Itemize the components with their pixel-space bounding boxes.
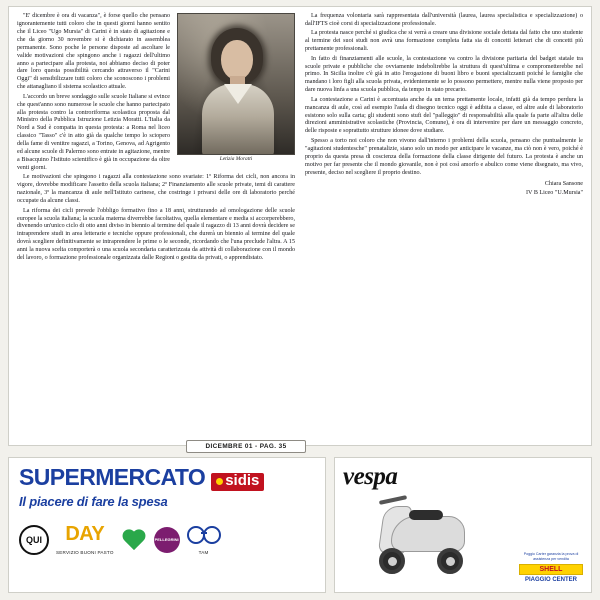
piaggio-dealer-block bbox=[519, 552, 583, 584]
paragraph: Spesso a torto noi coloro che non vivono dall'interno i problemi della scuola, pensano che puntualmente le "agitazioni studentesche" prenatalizie, siano solo un modo per anticipare le vacanze, ma ciò non è vero, poiché è proprio da questa presa di coscienza della formazione della classe dirigente del futuro. La protesta è anche un motivo per far presente che il mondo giovanile, non è poi così amorfo e abulico come viene disegnato, ma vivo, presente, deciso nel scegliere il proprio destino. bbox=[305, 137, 583, 176]
ad-sidis[interactable] bbox=[8, 457, 326, 593]
advertisement-strip bbox=[8, 457, 592, 593]
paragraph: "E' dicembre è ora di vacanza", è forse quello che pensano ignorantemente tutti coloro che in questi giorni hanno sentito che il Liceo "Ugo Mursia" di Carini è in stato di agitazione e che da giorno 30 novembre si è dichiarato in assemblea permanente. Sono poche le persone disposte ad ascoltare le valide motivazioni che spingono anche i ragazzi dell'ultimo anno a partecipare alla protesta, noi abbiamo deciso di poter dare loro questa possibilità cercando attraverso il "Carini Oggi" di sensibilizzare tutti coloro che sconoscono i problemi che attanagliano il sistema scolastico attuale. bbox=[17, 13, 170, 91]
brand-day bbox=[56, 519, 114, 555]
paragraph: La protesta nasce perché si giudica che si verrà a creare una divisione sociale dettata dal fatto che uno studente al termine dei suoi studi non avrà una formazione completa fatta sia di concetti letterari che di concetti più prettamente professionali. bbox=[305, 30, 583, 53]
tam-sublabel: TAM bbox=[198, 549, 209, 555]
sidis-logo bbox=[211, 473, 264, 491]
sidis-logo-text: sidis bbox=[225, 472, 260, 490]
page-folio: DICEMBRE 01 - PAG. 35 bbox=[186, 440, 306, 453]
portrait-caption: Letizia Moratti bbox=[219, 156, 253, 162]
brand-tam bbox=[187, 519, 221, 555]
heart-icon bbox=[121, 528, 147, 552]
piaggio-center-label: PIAGGIO CENTER bbox=[524, 577, 577, 584]
author-class: IV B Liceo "U.Mursia" bbox=[526, 189, 583, 196]
paragraph: La frequenza volontaria sarà rappresentata dall'università (laurea, laurea specialistica e specializzazione) o dall'IFTS cioè corsi di specializzazione professionale. bbox=[305, 13, 583, 27]
scooter-illustration bbox=[373, 496, 493, 578]
glasses-icon bbox=[187, 526, 221, 542]
day-sublabel: SERVIZIO BUONI PASTO bbox=[56, 549, 114, 555]
payment-brands-row bbox=[19, 519, 315, 555]
vespa-logo: vespa bbox=[343, 463, 398, 490]
paragraph: La riforma dei cicli prevede l'obbligo formativo fino a 18 anni, strutturando ad omologazione delle scuole europee la scuola italiana; la scuola materna diverrebbe facoltativa, quella elementare e media si accorperebbero, divenendo un'unico ciclo di otto anni diviso in biennio al termine del quale il ragazzo di 13 anni dovrà decidere se intraprendere studi in area letterarie e tecniche oppure professionali, che durerà un biennio al termine del quale dovrà scegliere definitivamente se intraprendere le prime o le seconde, ricordando che l'una preclude l'altra. A 15 anni la nuova scelta comporterà o una scuola secondaria caratterizzata da attività di collaborazione con il mondo del lavoro, o formazione professionale organizzata dalle Regioni o gestita da privati, o apprendistato. bbox=[17, 207, 295, 262]
author-name: Chiara Sansone bbox=[544, 181, 583, 188]
portrait-photo bbox=[177, 13, 295, 155]
pellegrini-icon: PELLEGRINI bbox=[154, 527, 180, 553]
paragraph: La contestazione a Carini è accentuata anche da un tema prettamente locale, infatti già da tempo perdura la mancanza di aule, così ad esempio l'aula di disegno tecnico oggi è adibita a classe, ed altre aule di laboratorio esistono solo sulla carta; gli studenti sono stufi del "palleggio" di responsabilità alla quale fa parte all'altra delle direzioni amministrative scolastiche (Provincia, Comune), è ora di intervenire per dare un messaggio concreto, delle risposte e soprattutto strutture idonee dove studiare. bbox=[305, 96, 583, 135]
ad-sidis-slogan: Il piacere di fare la spesa bbox=[19, 493, 168, 509]
shell-badge: SHELL bbox=[519, 564, 583, 575]
sidis-dot-icon bbox=[216, 478, 223, 485]
brand-heart bbox=[121, 525, 147, 555]
brand-qui bbox=[19, 525, 49, 555]
portrait-figure bbox=[177, 13, 295, 163]
article-signature bbox=[305, 180, 583, 196]
day-logo: DAY bbox=[65, 522, 105, 545]
ad-sidis-headline: SUPERMERCATO bbox=[19, 464, 206, 490]
article-column-left bbox=[17, 13, 295, 435]
paragraph: L'accordo un breve sondaggio sulle scuole Italiane si evince che quest'anno sono numerose le scuole che hanno partecipato alla protesta contro la controriforma scolastica proposta dal Ministro della Pubblica Istruzione Letizia Moratti. L'Italia da Nord a Sud è compatta in questa protesta: a Roma nel liceo classico "Tasso" c'è in atto già da qualche tempo lo sciopero della fame di ventitre ragazzi, a Torino, Genova, ad Agrigento ed alcune scuole di Palermo sono entrate in agitazione, mentre a Bisacquino l'Istituto scientifico è già in occupazione da oltre venti giorni. bbox=[17, 93, 170, 172]
paragraph: Le motivazioni che spingono i ragazzi alla contestazione sono svariate: 1º Riforma dei cicli, non ancora in vigore, dovrebbe modificare l'assetto della scuola italiana; 2º Finanziamento alle scuole private, temi di carattere nazionale, 3º la mancanza di aule nell'Istituto carinese, che costringe i privarsi delle ore di laboratorio perché occupate da alcune classi. bbox=[17, 174, 295, 205]
qui-icon: QUI bbox=[19, 525, 49, 555]
article-body bbox=[8, 6, 592, 446]
ad-vespa[interactable] bbox=[334, 457, 592, 593]
brand-pellegrini bbox=[154, 525, 180, 555]
article-column-right bbox=[305, 13, 583, 435]
paragraph: In fatto di finanziamenti alle scuole, la contestazione va contro la divisione paritaria del badget statale tra scuole private e pubbliche che ovviamente indebolirebbe la struttura di quest'ultima e comprometterebbe nel primo. In Sicilia inoltre c'è già in atto l'erogazione di buoni libro e buoni specializzanti poiché le famiglie che mandano i loro figli alla scuola privata, evidentemente se lo possono permettere, mentre nulla viene proposto per dare nuova linfa a una scuola pubblica, da tempo in stato precario. bbox=[305, 55, 583, 94]
dealer-note: Poggio Carter garanzia la prova di assistenza per vendita bbox=[523, 552, 579, 561]
